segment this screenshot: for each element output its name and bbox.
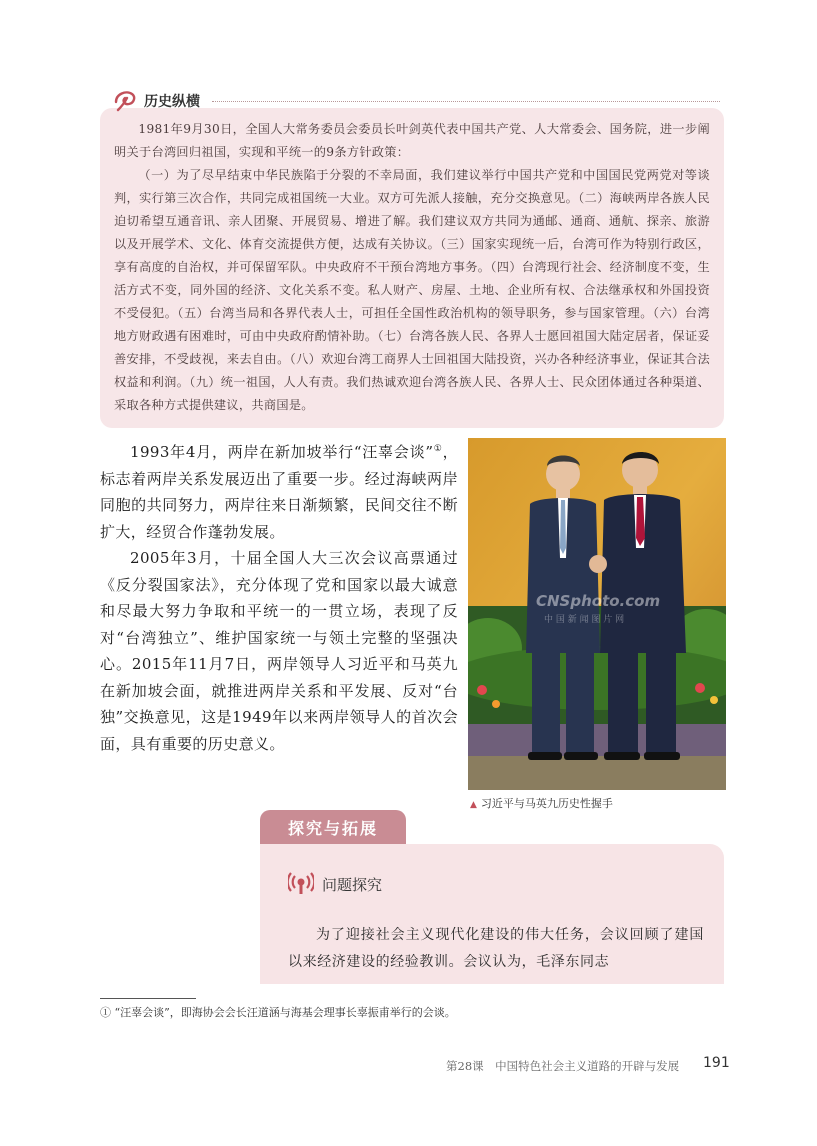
- explore-tab: [260, 810, 406, 844]
- running-footer: 第28课 中国特色社会主义道路的开辟与发展: [446, 1059, 680, 1073]
- photo-caption: [470, 795, 613, 811]
- caption-triangle-icon: ▲: [470, 800, 477, 810]
- footnote-rule: [100, 998, 196, 999]
- footnote: [100, 1004, 456, 1020]
- inquiry-broadcast-icon: [288, 872, 314, 896]
- paragraph-1993: [100, 436, 458, 545]
- sidebox-title-rule: [212, 101, 720, 102]
- sidebox-body: [100, 108, 724, 428]
- paragraph-1993-part1: 1993年4月，两岸在新加坡举行“汪辜会谈”: [130, 443, 434, 461]
- footnote-marker: ①: [100, 1006, 111, 1019]
- photo-watermark: CNSphoto.com: [536, 592, 661, 610]
- paragraph-2005: 2005年3月，十届全国人大三次会议高票通过《反分裂国家法》，充分体现了党和国家以最大诚意和尽最大努力争取和平统一的一贯立场，表现了反对“台湾独立”、维护国家统一与领土完整的坚强决心。2015年11月7日，两岸领导人习近平和马英九在新加坡会面，就推进两岸关系和平发展、反对“台独”交换意见，这是1949年以来两岸领导人的首次会面，具有重要的历史意义。: [100, 549, 458, 753]
- handshake-photo: [468, 438, 726, 790]
- photo-caption-text: 习近平与马英九历史性握手: [480, 797, 613, 810]
- photo-watermark-sub: 中 国 新 闻 图 片 网: [544, 615, 625, 625]
- sidebox-title: 历史纵横: [144, 94, 200, 110]
- inquiry-heading: [288, 872, 382, 896]
- footnote-ref[interactable]: ①: [433, 444, 443, 454]
- sidebox-policies: （一）为了尽早结束中华民族陷于分裂的不幸局面，我们建议举行中国共产党和中国国民党两党对等谈判，实行第三次合作，共同完成祖国统一大业。双方可先派人接触，充分交换意见。（二）海峡两岸各族人民迫切希望互通音讯、亲人团聚、开展贸易、增进了解。我们建议双方共同为通邮、通商、通航、探亲、旅游以及开展学术、文化、体育交流提供方便，达成有关协议。（三）国家实现统一后，台湾可作为特别行政区，享有高度的自治权，并可保留军队。中央政府不干预台湾地方事务。（四）台湾现行社会、经济制度不变，生活方式不变，同外国的经济、文化关系不变。私人财产、房屋、土地、企业所有权、合法继承权和外国投资不受侵犯。（五）台湾当局和各界代表人士，可担任全国性政治机构的领导职务，参与国家管理。（六）台湾地方财政遇有困难时，可由中央政府酌情补助。（七）台湾各族人民、各界人士愿回祖国大陆定居者，保证妥善安排，不受歧视，来去自由。（八）欢迎台湾工商界人士回祖国大陆投资，兴办各种经济事业，保证其合法权益和利润。（九）统一祖国，人人有责。我们热诚欢迎台湾各族人民、各界人士、民众团体通过各种渠道、采取各种方式提供建议，共商国是。: [114, 168, 710, 412]
- explore-box: [260, 844, 724, 984]
- sidebox-header: [112, 88, 200, 114]
- inquiry-title: 问题探究: [322, 875, 383, 894]
- page-number: 191: [703, 1055, 730, 1071]
- history-sidebox: [100, 88, 724, 428]
- main-body-text: [100, 436, 458, 757]
- footnote-text: “汪辜会谈”，即海协会会长汪道涵与海基会理事长辜振甫举行的会谈。: [114, 1006, 456, 1019]
- explore-text: [288, 922, 704, 976]
- paragraph-1993-part2: ，标志着两岸关系发展迈出了重要一步。经过海峡两岸同胞的共同努力，两岸往来日渐频繁，民间交往不断扩大，经贸合作蓬勃发展。: [100, 443, 459, 541]
- explore-tab-label: 探究与拓展: [287, 818, 378, 838]
- explore-paragraph: 为了迎接社会主义现代化建设的伟大任务，会议回顾了建国以来经济建设的经验教训。会议认为，毛泽东同志: [288, 927, 704, 970]
- history-swirl-icon: [112, 88, 138, 114]
- sidebox-intro: 1981年9月30日，全国人大常务委员会委员长叶剑英代表中国共产党、人大常委会、国务院，进一步阐明关于台湾回归祖国，实现和平统一的9条方针政策：: [114, 122, 710, 159]
